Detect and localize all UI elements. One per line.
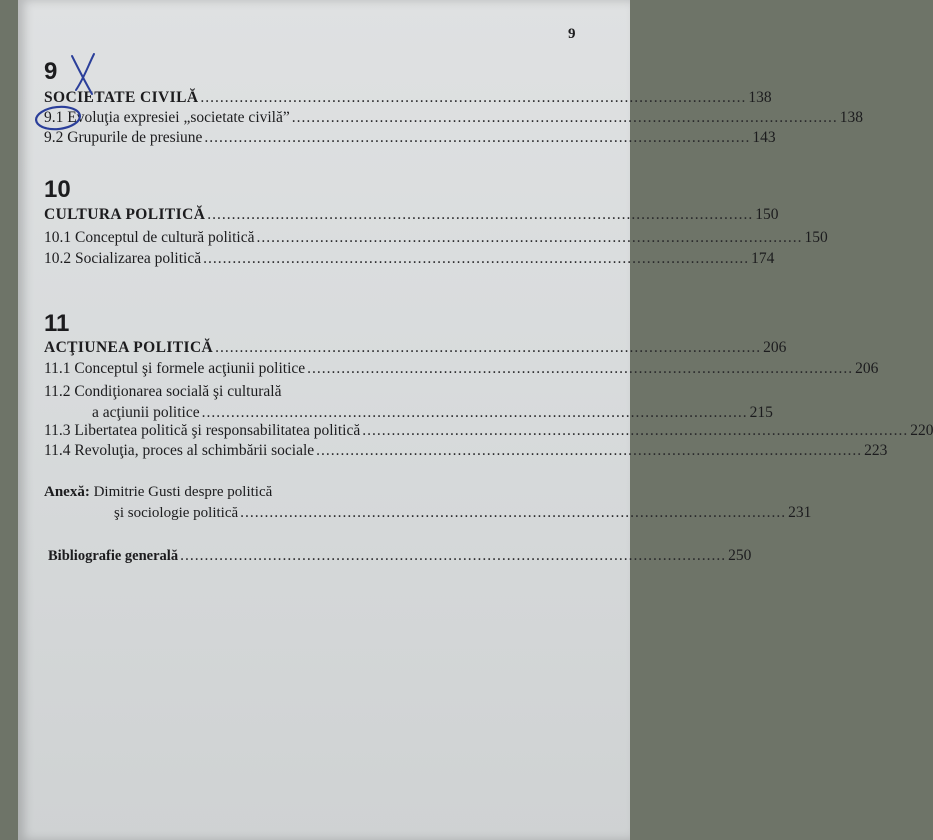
leader-dots: ................................................................................................................ xyxy=(256,229,803,246)
chapter-10-number: 10 xyxy=(44,176,71,203)
chapter-11-number: 11 xyxy=(44,310,70,337)
toc-entry-page: 138 xyxy=(748,89,772,106)
toc-entry-page: 231 xyxy=(788,504,812,521)
toc-entry-title: 10.1 Conceptul de cultură politică xyxy=(44,229,255,246)
leader-dots: ................................................................................................................ xyxy=(207,206,754,223)
toc-entry-bibliografie[interactable] xyxy=(48,546,752,566)
toc-entry-11-3[interactable] xyxy=(44,421,933,441)
toc-entry-page: 223 xyxy=(864,442,888,459)
toc-entry-title-cont: şi sociologie politică xyxy=(114,505,239,521)
leader-dots: ................................................................................................................ xyxy=(201,404,748,421)
toc-entry-11-4[interactable] xyxy=(44,441,888,461)
toc-entry-title: ACŢIUNEA POLITICĂ xyxy=(44,339,214,356)
leader-dots: ................................................................................................................ xyxy=(362,422,909,439)
annex-label: Anexă: xyxy=(44,484,90,500)
toc-entry-title: 9.1 Evoluţia expresiei „societate civilă” xyxy=(44,109,290,126)
toc-entry-9-1[interactable] xyxy=(44,108,863,128)
book-page xyxy=(18,0,933,840)
leader-dots: ................................................................................................................ xyxy=(180,547,727,564)
toc-entry-title: Bibliografie generală xyxy=(48,548,179,564)
leader-dots: ................................................................................................................ xyxy=(240,504,787,521)
toc-entry-page: 250 xyxy=(728,547,752,564)
annex-heading xyxy=(44,482,272,502)
toc-entry-title: 11.4 Revoluţia, proces al schimbării sociale xyxy=(44,442,315,459)
toc-entry-title-cont: a acţiunii politice xyxy=(92,404,200,421)
toc-entry-page: 138 xyxy=(839,109,863,126)
annex-title: Dimitrie Gusti despre politică xyxy=(93,484,273,500)
leader-dots: ................................................................................................................ xyxy=(291,109,838,126)
toc-entry-page: 206 xyxy=(855,360,879,377)
toc-entry-title: SOCIETATE CIVILĂ xyxy=(44,89,199,106)
toc-entry-page: 150 xyxy=(804,229,828,246)
leader-dots: ................................................................................................................ xyxy=(203,250,750,267)
toc-entry-cultura-politica[interactable] xyxy=(44,205,779,225)
toc-entry-title: 11.1 Conceptul şi formele acţiunii politice xyxy=(44,360,306,377)
toc-entry-10-1[interactable] xyxy=(44,228,828,248)
toc-entry-actiunea-politica[interactable] xyxy=(44,338,787,358)
toc-entry-page: 215 xyxy=(749,404,773,421)
leader-dots: ................................................................................................................ xyxy=(316,442,863,459)
toc-entry-page: 150 xyxy=(755,206,779,223)
toc-entry-title: 9.2 Grupurile de presiune xyxy=(44,129,203,146)
toc-entry-9-2[interactable] xyxy=(44,128,776,148)
toc-entry-page: 143 xyxy=(752,129,776,146)
leader-dots: ................................................................................................................ xyxy=(204,129,751,146)
toc-entry-11-2-title: 11.2 Condiţionarea socială şi culturală xyxy=(44,383,282,400)
leader-dots: ................................................................................................................ xyxy=(200,89,747,106)
toc-entry-annex[interactable] xyxy=(114,503,812,523)
toc-entry-11-1[interactable] xyxy=(44,359,879,379)
toc-entry-title: 10.2 Socializarea politică xyxy=(44,250,202,267)
toc-entry-page: 220 xyxy=(910,422,933,439)
leader-dots: ................................................................................................................ xyxy=(307,360,854,377)
toc-entry-societate-civila[interactable] xyxy=(44,88,772,108)
toc-entry-11-2[interactable] xyxy=(92,403,773,423)
toc-entry-page: 206 xyxy=(763,339,787,356)
toc-entry-page: 174 xyxy=(751,250,775,267)
page-number: 9 xyxy=(568,26,576,42)
toc-entry-title: CULTURA POLITICĂ xyxy=(44,206,206,223)
chapter-9-number: 9 xyxy=(44,58,58,85)
toc-entry-title: 11.3 Libertatea politică şi responsabilitatea politică xyxy=(44,422,361,439)
toc-entry-10-2[interactable] xyxy=(44,249,775,269)
leader-dots: ................................................................................................................ xyxy=(215,339,762,356)
